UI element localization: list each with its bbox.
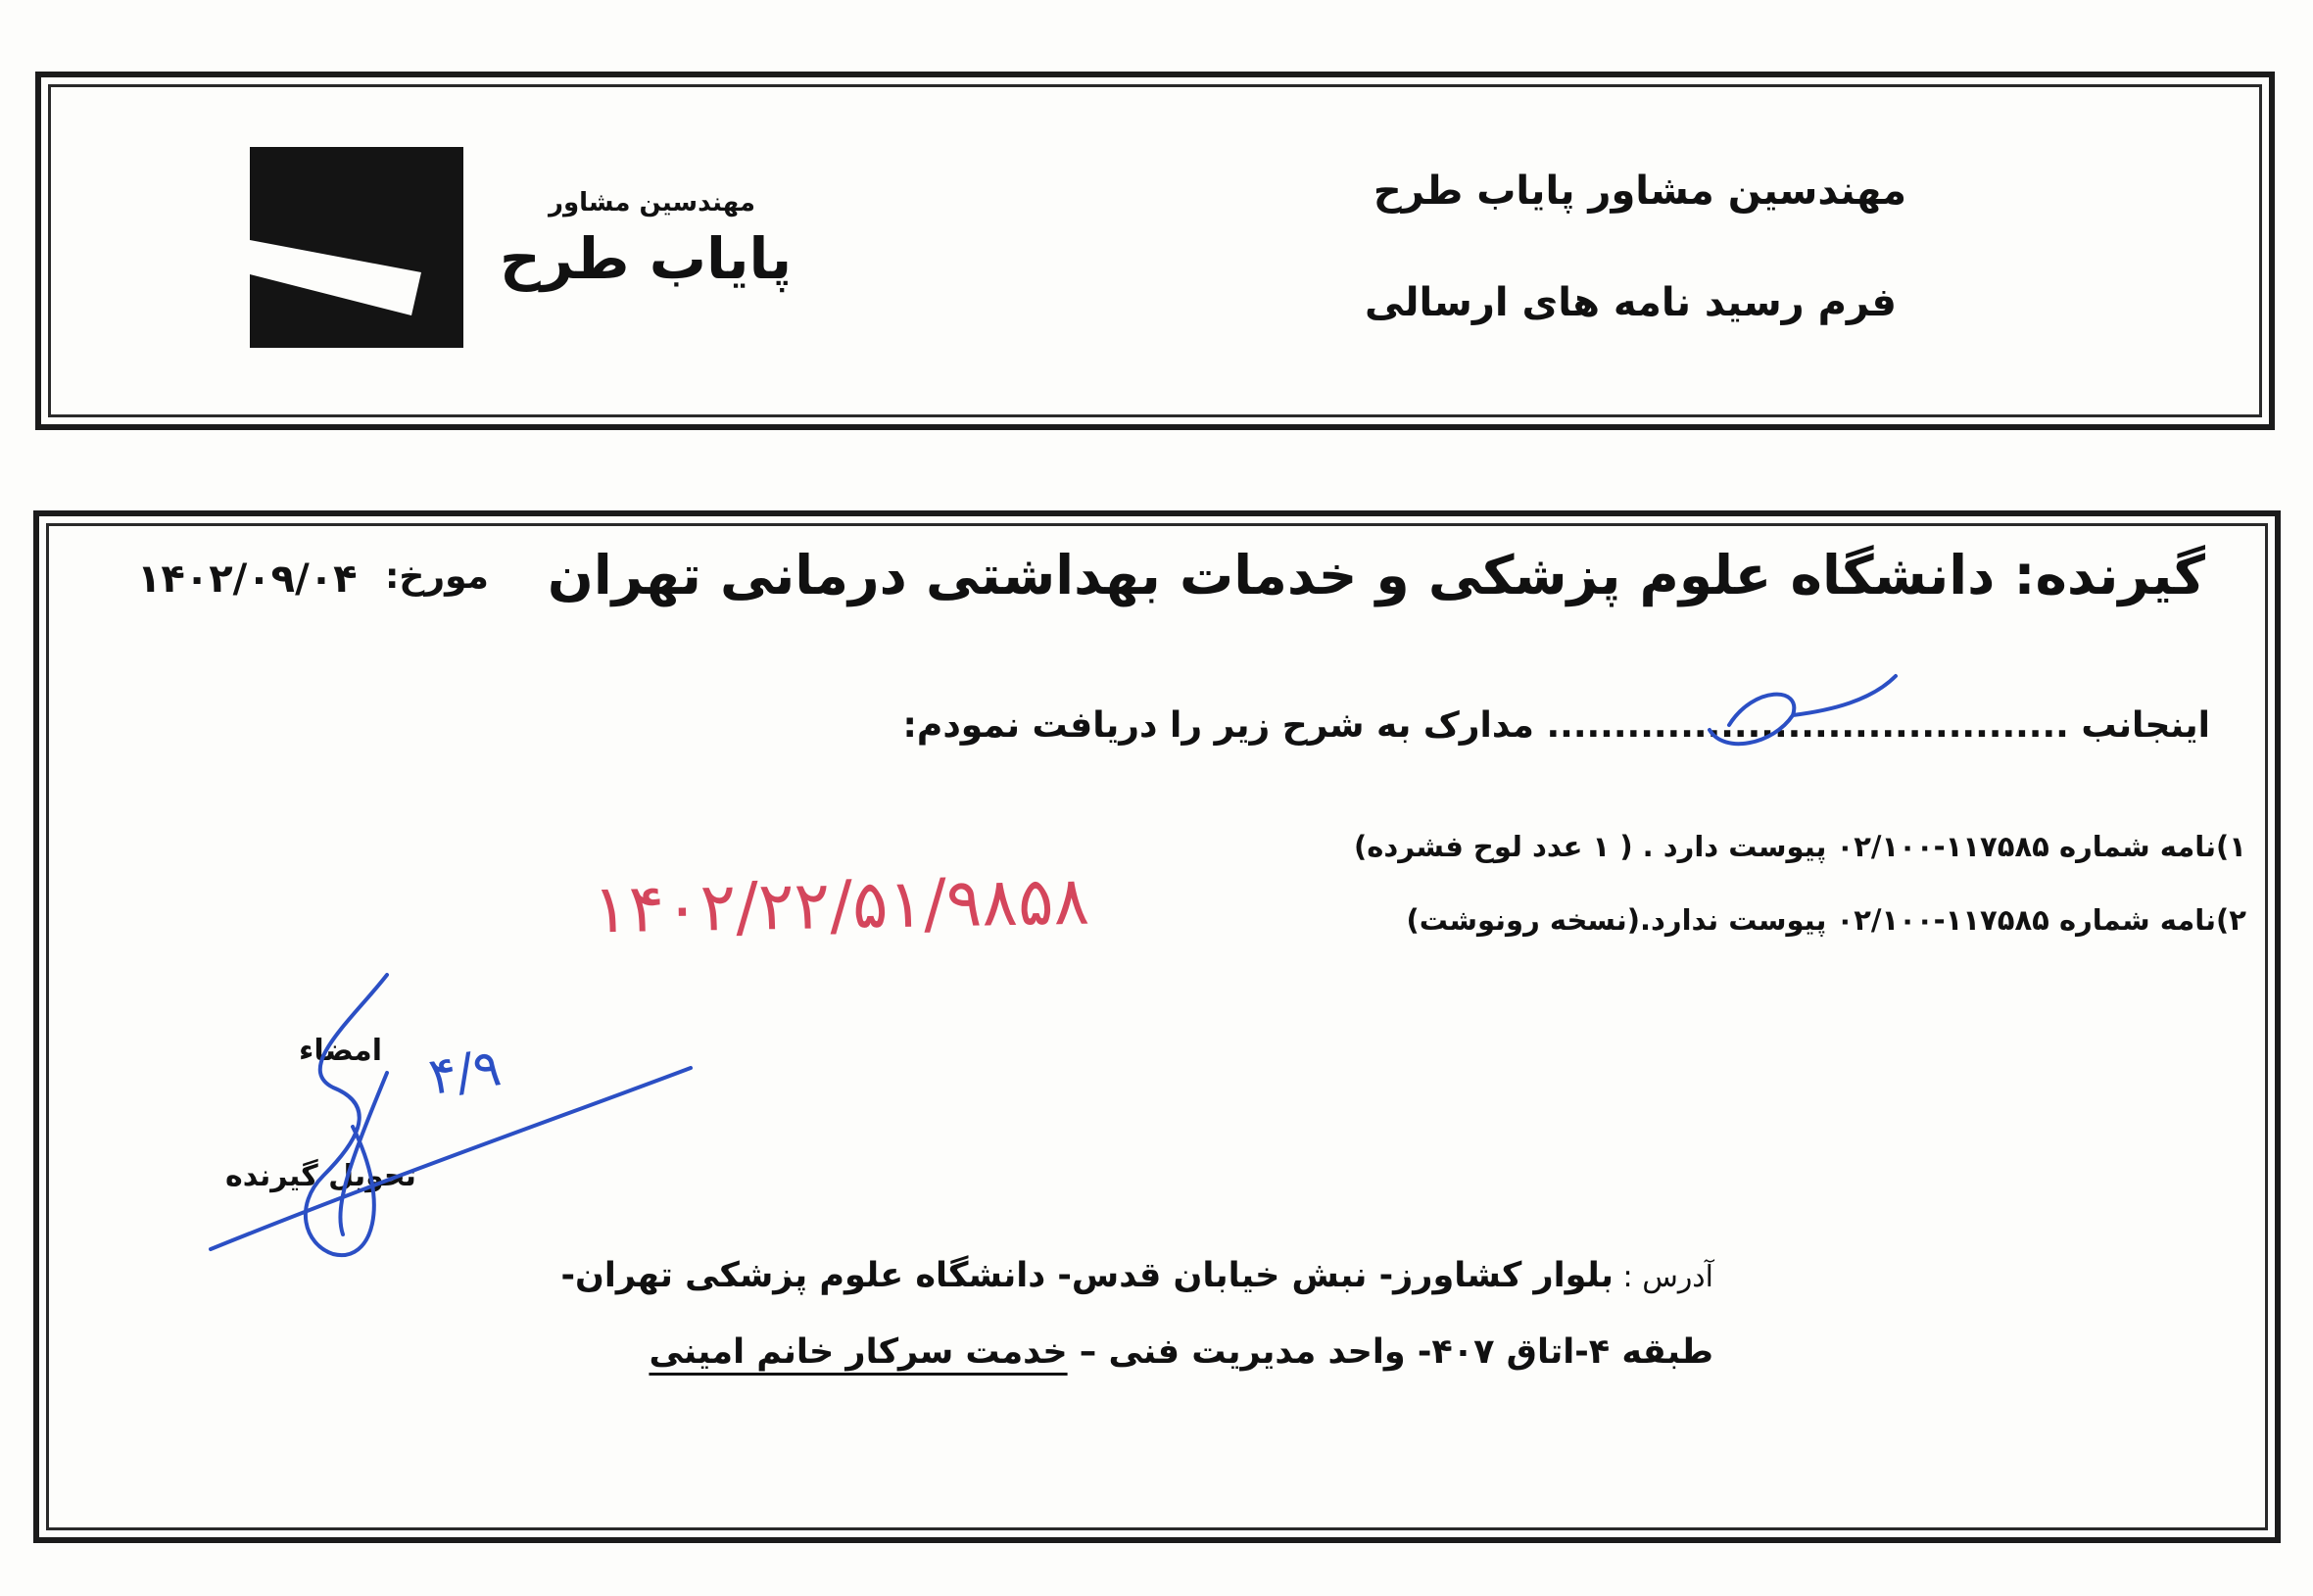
company-name: مهندسین مشاور پایاب طرح	[1373, 169, 1906, 214]
logo-subtitle: مهندسین مشاور	[549, 188, 755, 218]
form-title: فرم رسید نامه های ارسالی	[1365, 280, 1897, 325]
address-prefix: آدرس :	[1614, 1260, 1713, 1294]
registration-stamp-number: ۱۴۰۲/۲۲/۵۱/۹۸۵۸	[592, 862, 1090, 949]
logo-mark-icon	[250, 147, 463, 348]
list-item: ۱)نامه شماره ۱۱۷۵۸۵-۰۲/۱۰۰ پیوست دارد . ( ۱ عدد لوح فشرده)	[1354, 830, 2246, 863]
recipient: گیرنده: دانشگاه علوم پزشکی و خدمات بهداشتی درمانی تهران	[547, 544, 2205, 606]
date-label: مورخ:	[385, 556, 489, 597]
receipt-box	[33, 510, 2281, 1543]
handwritten-date: ۴/۹	[425, 1039, 506, 1107]
intro-line: اینجانب ....................................... مدارک به شرح زیر را دریافت نمودم:	[902, 705, 2210, 746]
address-line-2	[649, 1332, 1713, 1372]
list-item: ۲)نامه شماره ۱۱۷۵۸۵-۰۲/۱۰۰ پیوست ندارد.(نسخه رونوشت)	[1406, 903, 2246, 937]
date-value: ۱۴۰۲/۰۹/۰۴	[137, 556, 358, 602]
logo-title: پایاب طرح	[500, 225, 793, 292]
deliverer-label: تحویل گیرنده	[225, 1159, 416, 1193]
address-text: بلوار کشاورز- نبش خیابان قدس- دانشگاه علوم پزشکی تهران-	[560, 1256, 1614, 1295]
signature-label: امضاء	[299, 1034, 383, 1068]
address-line-1	[560, 1256, 1713, 1295]
address-room: طبقه ۴-اتاق ۴۰۷- واحد مدیریت فنی –	[1067, 1332, 1713, 1372]
address-attention: خدمت سرکار خانم امینی	[649, 1332, 1068, 1372]
